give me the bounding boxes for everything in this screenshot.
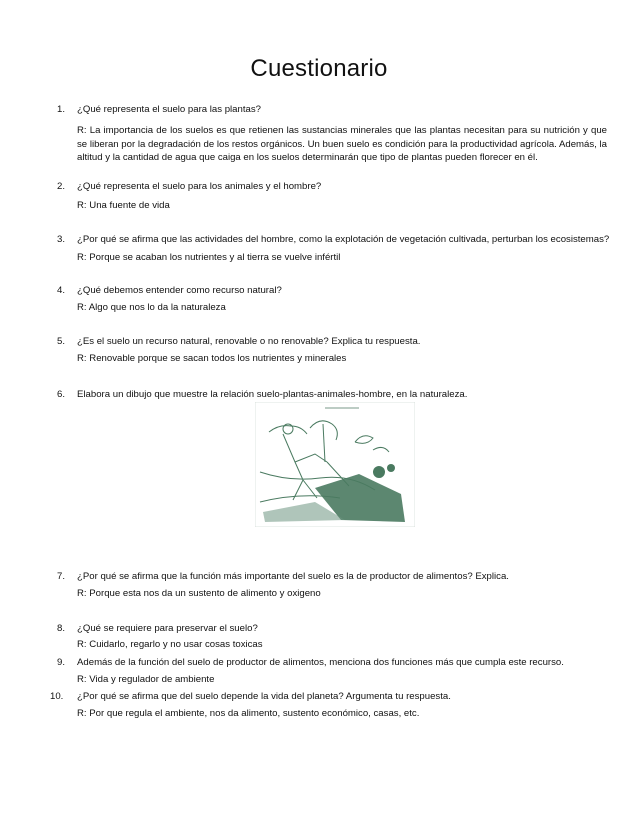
- answer-text: R: Por que regula el ambiente, nos da alimento, sustento económico, casas, etc.: [77, 708, 420, 719]
- answer-text: R: Cuidarlo, regarlo y no usar cosas toxicas: [77, 639, 263, 650]
- answer-text: R: Vida y regulador de ambiente: [77, 674, 215, 685]
- question-number: 2.: [57, 181, 66, 192]
- answer-text: R: Porque se acaban los nutrientes y al tierra se vuelve infértil: [77, 252, 341, 263]
- question-text: Además de la función del suelo de productor de alimentos, menciona dos funciones más que cumpla este recurso.: [77, 657, 564, 668]
- question-text: ¿Qué representa el suelo para los animales y el hombre?: [77, 181, 322, 192]
- question-number: 8.: [57, 623, 66, 634]
- question-number: 7.: [57, 571, 66, 582]
- answer-text: R: La importancia de los suelos es que retienen las sustancias minerales que las plantas necesitan para su nutrición y que se liberan por la degradación de los restos orgánicos. Un buen suelo es condición para la productividad agrícola. Además, la altitud y la cantidad de agua que caiga en los suelos determinarán que tipo de plantas pueden florecer en él.: [77, 125, 607, 163]
- question-number: 1.: [57, 104, 66, 115]
- question-text: ¿Qué representa el suelo para las plantas?: [77, 104, 261, 115]
- question-text: ¿Por qué se afirma que las actividades del hombre, como la explotación de vegetación cultivada, perturban los ecosistemas?: [77, 234, 610, 245]
- question-text: ¿Por qué se afirma que la función más importante del suelo es la de productor de alimentos? Explica.: [77, 571, 509, 582]
- question-number: 3.: [57, 234, 66, 245]
- question-text: ¿Es el suelo un recurso natural, renovable o no renovable? Explica tu respuesta.: [77, 336, 421, 347]
- farmer-soil-drawing-icon: [255, 402, 415, 527]
- page-title: Cuestionario: [250, 55, 388, 82]
- question-number: 9.: [57, 657, 66, 668]
- question-number: 4.: [57, 285, 66, 296]
- question-number: 6.: [57, 389, 66, 400]
- question-number: 5.: [57, 336, 66, 347]
- question-text: ¿Por qué se afirma que del suelo depende la vida del planeta? Argumenta tu respuesta.: [77, 691, 451, 702]
- answer-text: R: Renovable porque se sacan todos los nutrientes y minerales: [77, 353, 347, 364]
- question-text: ¿Qué debemos entender como recurso natural?: [77, 285, 282, 296]
- answer-text: R: Algo que nos lo da la naturaleza: [77, 302, 226, 313]
- question-text: Elabora un dibujo que muestre la relación suelo-plantas-animales-hombre, en la naturaleza.: [77, 389, 468, 400]
- question-text: ¿Qué se requiere para preservar el suelo?: [77, 623, 258, 634]
- question-number: 10.: [50, 691, 64, 702]
- answer-text: R: Una fuente de vida: [77, 200, 170, 211]
- answer-text: R: Porque esta nos da un sustento de alimento y oxigeno: [77, 588, 321, 599]
